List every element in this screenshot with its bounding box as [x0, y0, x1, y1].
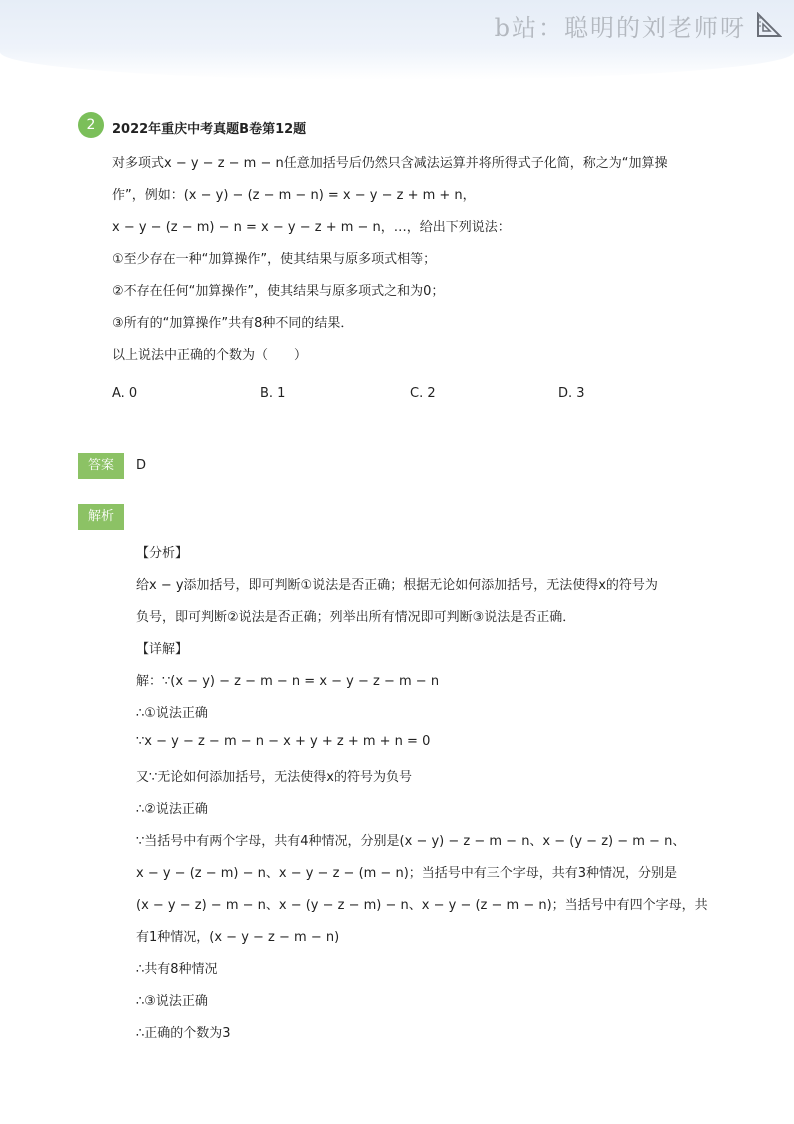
watermark-text: b站：聪明的刘老师呀 [494, 14, 746, 42]
answer-tag: 答案 [78, 453, 124, 479]
analysis-line: 又∵无论如何添加括号，无法使得x的符号为负号 [136, 770, 412, 785]
question-line: x − y − (z − m) − n = x − y − z + m − n，…，给出下列说法： [112, 220, 511, 235]
analysis-line: 有1种情况，(x − y − z − m − n) [136, 930, 340, 945]
question-line: 对多项式x − y − z − m − n任意加括号后仍然只含减法运算并将所得式子化简，称之为“加算操 [112, 156, 668, 171]
analysis-line: 【详解】 [136, 642, 189, 657]
analysis-line: 给x − y添加括号，即可判断①说法是否正确；根据无论如何添加括号，无法使得x的符号为 [136, 578, 658, 593]
analysis-line: ∴共有8种情况 [136, 962, 218, 977]
question-line: ③所有的“加算操作”共有8种不同的结果． [112, 316, 354, 331]
analysis-tag: 解析 [78, 504, 124, 530]
question-line: 以上说法中正确的个数为（ ） [112, 348, 308, 363]
analysis-line: ∴③说法正确 [136, 994, 208, 1009]
question-line: 作”，例如：(x − y) − (z − m − n) = x − y − z + m + n， [112, 188, 476, 203]
choice-d: D. 3 [558, 386, 585, 401]
analysis-line: ∵当括号中有两个字母，共有4种情况，分别是(x − y) − z − m − n、x − (y − z) − m − n、 [136, 834, 686, 849]
question-number-badge: 2 [78, 112, 104, 138]
analysis-line: ∴正确的个数为3 [136, 1026, 231, 1041]
question-line: ①至少存在一种“加算操作”，使其结果与原多项式相等； [112, 252, 437, 267]
analysis-line: ∴②说法正确 [136, 802, 208, 817]
choice-a: A. 0 [112, 386, 138, 401]
question-title: 2022年重庆中考真题B卷第12题 [112, 122, 307, 137]
analysis-line: 解：∵(x − y) − z − m − n = x − y − z − m − n [136, 674, 440, 689]
analysis-line: 【分析】 [136, 546, 189, 561]
choice-c: C. 2 [410, 386, 436, 401]
analysis-line: ∵x − y − z − m − n − x + y + z + m + n = 0 [136, 734, 431, 749]
analysis-line: (x − y − z) − m − n、x − (y − z − m) − n、x − y − (z − m − n)；当括号中有四个字母，共 [136, 898, 708, 913]
analysis-line: 负号，即可判断②说法是否正确；列举出所有情况即可判断③说法是否正确． [136, 610, 576, 625]
answer-value: D [136, 458, 147, 473]
analysis-line: x − y − (z − m) − n、x − y − z − (m − n)；当括号中有三个字母，共有3种情况，分别是 [136, 866, 678, 881]
analysis-line: ∴①说法正确 [136, 706, 208, 721]
question-line: ②不存在任何“加算操作”，使其结果与原多项式之和为0； [112, 284, 445, 299]
choice-b: B. 1 [260, 386, 286, 401]
set-square-logo-icon [756, 12, 782, 38]
